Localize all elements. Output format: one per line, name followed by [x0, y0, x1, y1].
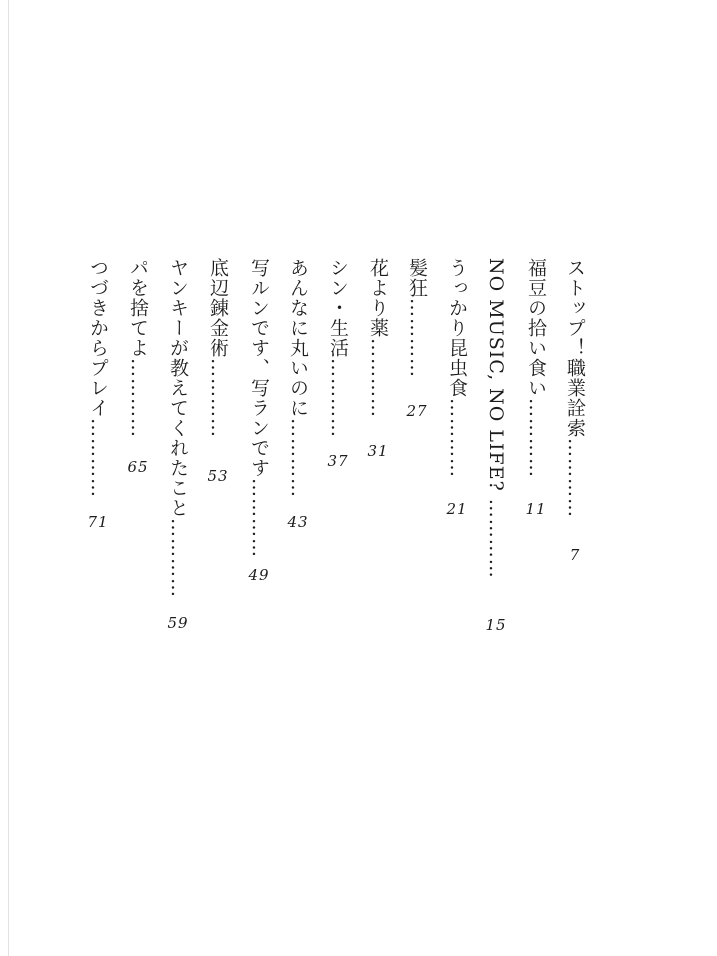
toc-entry-page-number: 43 — [287, 513, 309, 531]
toc-entry — [560, 258, 590, 564]
toc-entry-page-number: 27 — [406, 402, 428, 420]
toc-entry — [203, 258, 233, 485]
toc-entry-title: 底辺錬金術………… — [207, 258, 229, 438]
toc-entry-title: 写ルンです、写ランです………… — [248, 258, 270, 558]
toc-entry-title: つづきからプレイ………… — [87, 258, 109, 498]
toc-entry — [521, 258, 551, 518]
toc-entry-title: あんなに丸いのに………… — [287, 258, 309, 498]
toc-entry-title: うっかり昆虫食………… — [446, 258, 468, 478]
toc-entry — [163, 258, 193, 632]
toc-entry-title: 髪狂………… — [406, 258, 428, 378]
toc-entry — [244, 258, 274, 584]
toc-entry — [402, 258, 432, 420]
toc-entry-title: シン・生活………… — [327, 258, 349, 438]
toc-entry-page-number: 65 — [127, 458, 149, 476]
toc-entry-page-number: 71 — [87, 513, 109, 531]
toc-entry — [442, 258, 472, 518]
toc-entry-title: パを捨てよ………… — [127, 258, 149, 438]
toc-entry — [83, 258, 113, 531]
toc-entry-page-number: 53 — [207, 467, 229, 485]
toc-entry-page-number: 49 — [248, 566, 270, 584]
toc-entry-title: 福豆の拾い食い………… — [525, 258, 547, 478]
toc-entry-page-number: 59 — [167, 614, 189, 632]
toc-entry-title: ヤンキーが教えてくれたこと………… — [167, 258, 189, 598]
toc-entry — [123, 258, 153, 476]
toc-entry-page-number: 11 — [525, 500, 547, 518]
toc-entry-title: ストップ！職業詮索………… — [564, 258, 586, 518]
toc-entry — [323, 258, 353, 470]
toc-entry — [481, 258, 511, 634]
toc-entry-page-number: 15 — [485, 616, 507, 634]
toc-entry-title: NO MUSIC, NO LIFE? ………… — [485, 258, 507, 579]
toc-entry-page-number: 31 — [367, 442, 389, 460]
toc-entry — [283, 258, 313, 531]
toc-entry-page-number: 37 — [327, 452, 349, 470]
toc-entry-title: 花より薬………… — [367, 258, 389, 418]
toc-entry — [363, 258, 393, 460]
toc-entry-page-number: 21 — [446, 500, 468, 518]
toc-entry-page-number: 7 — [569, 546, 581, 564]
